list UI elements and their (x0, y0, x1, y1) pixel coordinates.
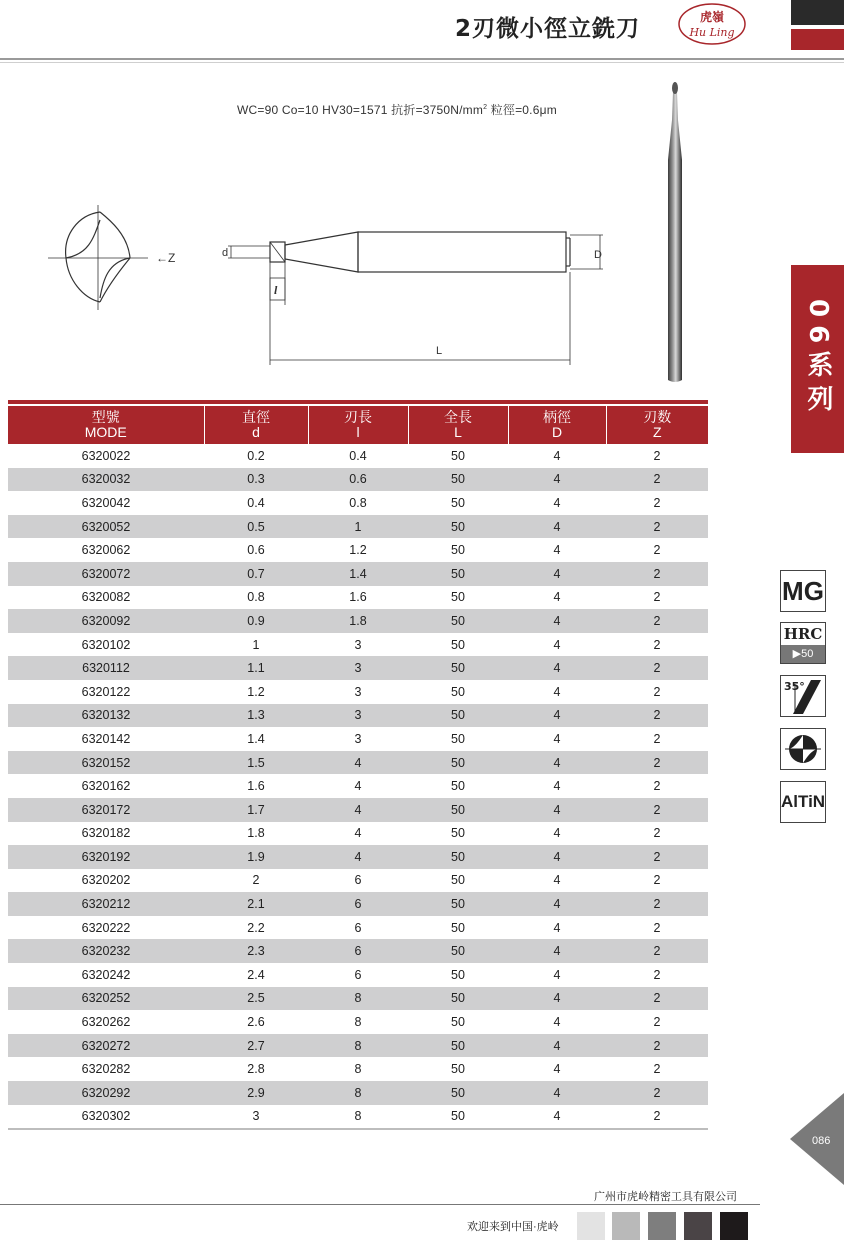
table-cell: 6320232 (8, 939, 204, 963)
table-cell: 1.1 (204, 656, 308, 680)
table-cell: 50 (408, 562, 508, 586)
table-cell: 4 (553, 731, 561, 746)
label-L: L (436, 345, 443, 357)
table-cell: 6320142 (81, 731, 131, 746)
table-header-row (8, 406, 708, 444)
table-cell: 3 (354, 637, 362, 652)
column-header-en: l (356, 424, 360, 440)
table-cell: 6320152 (8, 751, 204, 775)
table-cell: 50 (408, 1081, 508, 1105)
column-header (606, 406, 708, 444)
column-header-cn: 刃長 (344, 409, 372, 425)
table-row (8, 468, 708, 492)
table-cell: 50 (451, 543, 465, 558)
table-cell: 8 (308, 987, 408, 1011)
table-cell: 1.8 (247, 826, 265, 841)
table-cell: 6320092 (8, 609, 204, 633)
tool-photo (660, 80, 690, 385)
color-swatch (612, 1212, 640, 1240)
table-row (8, 798, 708, 822)
header-dark-block (791, 0, 844, 25)
table-row (8, 774, 708, 798)
table-cell: 50 (451, 920, 465, 935)
table-cell: 6320262 (81, 1015, 131, 1030)
table-cell: 50 (408, 845, 508, 869)
color-swatch (684, 1212, 712, 1240)
table-row (8, 633, 708, 657)
table-cell: 0.4 (349, 448, 367, 463)
table-cell: 6320192 (8, 845, 204, 869)
table-cell: 8 (308, 1081, 408, 1105)
table-cell: 2 (606, 1081, 708, 1105)
table-cell: 4 (553, 1015, 561, 1030)
table-row (8, 562, 708, 586)
label-z: ←Z (156, 251, 176, 265)
column-header-cn: 柄徑 (543, 409, 571, 425)
table-cell: 6320062 (81, 543, 131, 558)
table-cell: 6320282 (81, 1062, 131, 1077)
table-cell: 8 (354, 1015, 362, 1030)
table-cell: 4 (508, 656, 606, 680)
table-cell: 4 (308, 751, 408, 775)
table-row (8, 1034, 708, 1058)
table-cell: 3 (308, 704, 408, 728)
table-cell: 1.7 (204, 798, 308, 822)
side-view (228, 232, 603, 365)
table-cell: 0.8 (247, 590, 265, 605)
color-swatch (577, 1212, 605, 1240)
table-cell: 2 (606, 562, 708, 586)
table-cell: 6320122 (81, 684, 131, 699)
table-cell: 6320242 (81, 967, 131, 982)
table-cell: 0.7 (204, 562, 308, 586)
table-cell: 50 (408, 892, 508, 916)
table-cell: 2 (252, 873, 260, 888)
table-cell: 2.6 (247, 1015, 265, 1030)
table-cell: 1.4 (247, 731, 265, 746)
table-cell: 2 (653, 920, 661, 935)
table-row (8, 1081, 708, 1105)
material-spec (237, 101, 557, 118)
table-cell: 4 (553, 873, 561, 888)
table-cell: 50 (451, 779, 465, 794)
table-cell: 4 (553, 920, 561, 935)
table-cell: 6 (354, 920, 362, 935)
table-cell: 4 (508, 609, 606, 633)
table-cell: 3 (204, 1105, 308, 1130)
table-cell: 50 (451, 1062, 465, 1077)
table-cell: 6320272 (8, 1034, 204, 1058)
column-header (408, 406, 508, 444)
hrc-label: HRC (783, 625, 823, 643)
table-cell: 8 (354, 1062, 362, 1077)
column-header-en: Z (652, 424, 662, 440)
table-top-rule (8, 400, 708, 404)
table-cell: 4 (553, 543, 561, 558)
table-cell: 4 (553, 967, 561, 982)
table-cell: 4 (553, 448, 561, 463)
table-cell: 4 (553, 779, 561, 794)
table-cell: 50 (408, 468, 508, 492)
table-cell: 2 (653, 637, 661, 652)
table-cell: 2 (606, 892, 708, 916)
two-flute-icon (781, 729, 825, 769)
table-cell: 0.9 (204, 609, 308, 633)
table-cell: 1 (308, 515, 408, 539)
table-cell: 4 (553, 826, 561, 841)
table-cell: 2 (653, 543, 661, 558)
table-cell: 2 (606, 751, 708, 775)
table-body (8, 444, 708, 1129)
color-swatch (648, 1212, 676, 1240)
table-cell: 2 (653, 495, 661, 510)
table-cell: 4 (508, 1081, 606, 1105)
table-cell: 0.3 (204, 468, 308, 492)
table-row (8, 680, 708, 704)
table-cell: 2 (606, 939, 708, 963)
table-cell: 6320032 (8, 468, 204, 492)
table-cell: 1 (252, 637, 260, 652)
table-cell: 1.9 (204, 845, 308, 869)
label-D: D (594, 249, 602, 261)
table-cell: 2.2 (247, 920, 265, 935)
table-cell: 50 (451, 731, 465, 746)
table-row (8, 845, 708, 869)
table-cell: 4 (553, 637, 561, 652)
table-cell: 6320182 (81, 826, 131, 841)
table-cell: 6320112 (8, 656, 204, 680)
table-cell: 50 (408, 1034, 508, 1058)
spec-main: WC=90 Co=10 HV30=1571 抗折=3750N/mm (237, 103, 484, 117)
table-row (8, 869, 708, 893)
table-cell: 4 (508, 515, 606, 539)
company-name: 广州市虎岭精密工具有限公司 (594, 1191, 737, 1203)
table-cell: 2 (606, 656, 708, 680)
table-cell: 2 (653, 967, 661, 982)
table-cell: 2.3 (204, 939, 308, 963)
material-grade-badge: MG (780, 570, 826, 612)
table-row (8, 751, 708, 775)
table-cell: 2 (606, 1034, 708, 1058)
table-cell: 6320052 (8, 515, 204, 539)
table-row (8, 609, 708, 633)
table-cell: 4 (354, 826, 362, 841)
table-cell: 6320082 (81, 590, 131, 605)
table-cell: 4 (508, 468, 606, 492)
table-cell: 6320132 (8, 704, 204, 728)
table-cell: 0.6 (247, 543, 265, 558)
table-cell: 3 (354, 684, 362, 699)
table-cell: 2.5 (204, 987, 308, 1011)
table-cell: 4 (508, 987, 606, 1011)
table-cell: 2.9 (204, 1081, 308, 1105)
table-cell: 4 (508, 1105, 606, 1130)
spec-tail: 粒徑=0.6μm (487, 103, 557, 117)
table-cell: 50 (451, 826, 465, 841)
table-cell: 50 (451, 1015, 465, 1030)
table-cell: 50 (408, 751, 508, 775)
header-divider (0, 58, 844, 60)
table-cell: 2 (653, 779, 661, 794)
table-cell: 1.8 (308, 609, 408, 633)
brand-logo (677, 2, 747, 46)
table-cell: 6320252 (8, 987, 204, 1011)
tool-drawing (48, 190, 618, 370)
table-cell: 50 (451, 590, 465, 605)
table-cell: 6 (308, 939, 408, 963)
table-cell: 50 (451, 873, 465, 888)
end-view (48, 205, 148, 310)
table-cell: 0.6 (308, 468, 408, 492)
table-cell: 50 (408, 939, 508, 963)
table-cell: 50 (451, 684, 465, 699)
table-cell: 6320292 (8, 1081, 204, 1105)
table-cell: 4 (553, 495, 561, 510)
coating-badge: AlTiN (780, 781, 826, 823)
table-row (8, 963, 708, 987)
table-cell: 2 (606, 609, 708, 633)
spec-table (8, 406, 708, 1130)
table-cell: 2.7 (204, 1034, 308, 1058)
table-cell: 6320222 (81, 920, 131, 935)
column-header-en: d (252, 424, 260, 440)
table-cell: 0.2 (247, 448, 265, 463)
table-cell: 4 (308, 845, 408, 869)
table-cell: 2 (606, 1105, 708, 1130)
helix-angle-icon (781, 676, 825, 716)
table-cell: 4 (508, 798, 606, 822)
header-red-block (791, 29, 844, 50)
table-cell: 4 (553, 590, 561, 605)
series-tab: 06系列 (791, 265, 844, 453)
table-cell: 4 (508, 562, 606, 586)
table-cell: 2 (653, 1062, 661, 1077)
table-cell: 1.2 (349, 543, 367, 558)
table-cell: 2 (653, 731, 661, 746)
table-cell: 6320302 (8, 1105, 204, 1130)
table-row (8, 1010, 708, 1034)
table-cell: 6320072 (8, 562, 204, 586)
table-cell: 1.4 (308, 562, 408, 586)
table-cell: 2 (653, 590, 661, 605)
table-cell: 6 (308, 892, 408, 916)
header-divider-thin (0, 62, 844, 63)
table-cell: 4 (308, 798, 408, 822)
table-cell: 6320162 (81, 779, 131, 794)
table-cell: 2 (606, 515, 708, 539)
table-cell: 50 (408, 515, 508, 539)
table-cell: 50 (408, 798, 508, 822)
table-cell: 4 (508, 704, 606, 728)
table-cell: 0.4 (247, 495, 265, 510)
flute-count-badge (780, 728, 826, 770)
column-header-en: MODE (84, 424, 127, 440)
table-row (8, 987, 708, 1011)
table-cell: 50 (408, 704, 508, 728)
column-header (8, 406, 204, 444)
table-cell: 0.8 (349, 495, 367, 510)
table-cell: 2 (606, 798, 708, 822)
table-row (8, 444, 708, 468)
table-cell: 6320172 (8, 798, 204, 822)
table-row (8, 1105, 708, 1130)
table-cell: 2 (653, 684, 661, 699)
table-cell: 6 (354, 873, 362, 888)
table-row (8, 491, 708, 515)
table-cell: 4 (553, 684, 561, 699)
table-cell: 1.3 (204, 704, 308, 728)
table-cell: 2.1 (204, 892, 308, 916)
table-cell: 50 (451, 967, 465, 982)
table-row (8, 1057, 708, 1081)
table-cell: 8 (308, 1105, 408, 1130)
table-cell: 4 (508, 845, 606, 869)
table-cell: 6320202 (81, 873, 131, 888)
table-cell: 50 (408, 656, 508, 680)
table-cell: 4 (508, 751, 606, 775)
table-cell: 4 (508, 892, 606, 916)
table-cell: 50 (451, 448, 465, 463)
table-cell: 2 (606, 704, 708, 728)
column-header-en: D (551, 424, 563, 440)
table-cell: 3 (354, 731, 362, 746)
table-cell: 6320212 (8, 892, 204, 916)
welcome-text: 欢迎来到中国·虎岭 (467, 1221, 559, 1233)
table-cell: 2 (653, 873, 661, 888)
table-cell: 50 (451, 637, 465, 652)
helix-angle-badge (780, 675, 826, 717)
table-row (8, 727, 708, 751)
table-cell: 2 (606, 845, 708, 869)
column-header (508, 406, 606, 444)
page-number: 086 (812, 1135, 831, 1147)
column-header-cn: 刃数 (643, 409, 672, 425)
table-cell: 6 (354, 967, 362, 982)
table-cell: 2 (653, 826, 661, 841)
table-row (8, 892, 708, 916)
table-cell: 2.4 (247, 967, 265, 982)
table-cell: 50 (451, 495, 465, 510)
table-row (8, 939, 708, 963)
hardness-badge (780, 622, 826, 664)
table-cell: 4 (553, 1062, 561, 1077)
table-cell: 6320042 (81, 495, 131, 510)
column-header-en: L (454, 424, 462, 440)
table-cell: 2 (606, 987, 708, 1011)
table-cell: 2 (653, 1015, 661, 1030)
column-header (308, 406, 408, 444)
column-header (204, 406, 308, 444)
logo-cn: 虎嶺 (699, 10, 725, 24)
column-header-cn: 全長 (444, 409, 472, 425)
table-cell: 50 (408, 609, 508, 633)
table-row (8, 916, 708, 940)
footer-divider (0, 1204, 760, 1205)
table-cell: 4 (354, 779, 362, 794)
label-d: d (222, 247, 229, 259)
angle-label: 35° (784, 680, 805, 693)
spec-sup: 2 (483, 104, 488, 111)
table-cell: 50 (408, 987, 508, 1011)
table-cell: 4 (508, 1034, 606, 1058)
column-header-cn: 直徑 (242, 409, 270, 425)
table-cell: 1.6 (349, 590, 367, 605)
logo-en: Hu Ling (689, 26, 735, 39)
table-cell: 4 (508, 939, 606, 963)
table-row (8, 656, 708, 680)
color-swatch (720, 1212, 748, 1240)
table-cell: 3 (308, 656, 408, 680)
table-row (8, 515, 708, 539)
table-cell: 1.2 (247, 684, 265, 699)
table-cell: 8 (308, 1034, 408, 1058)
table-row (8, 586, 708, 610)
table-cell: 6320022 (81, 448, 131, 463)
table-cell: 6320102 (81, 637, 131, 652)
table-cell: 2 (606, 468, 708, 492)
table-row (8, 704, 708, 728)
table-cell: 1.6 (247, 779, 265, 794)
hrc-value: ▶50 (781, 645, 825, 663)
table-cell: 2 (653, 448, 661, 463)
table-cell: 2.8 (247, 1062, 265, 1077)
page-title: 2刃微小徑立銑刀 (455, 16, 641, 42)
table-row (8, 538, 708, 562)
table-cell: 0.5 (204, 515, 308, 539)
table-cell: 1.5 (204, 751, 308, 775)
table-row (8, 822, 708, 846)
table-cell: 50 (408, 1105, 508, 1130)
column-header-cn: 型號 (91, 409, 120, 425)
label-l-small: l (274, 283, 278, 297)
